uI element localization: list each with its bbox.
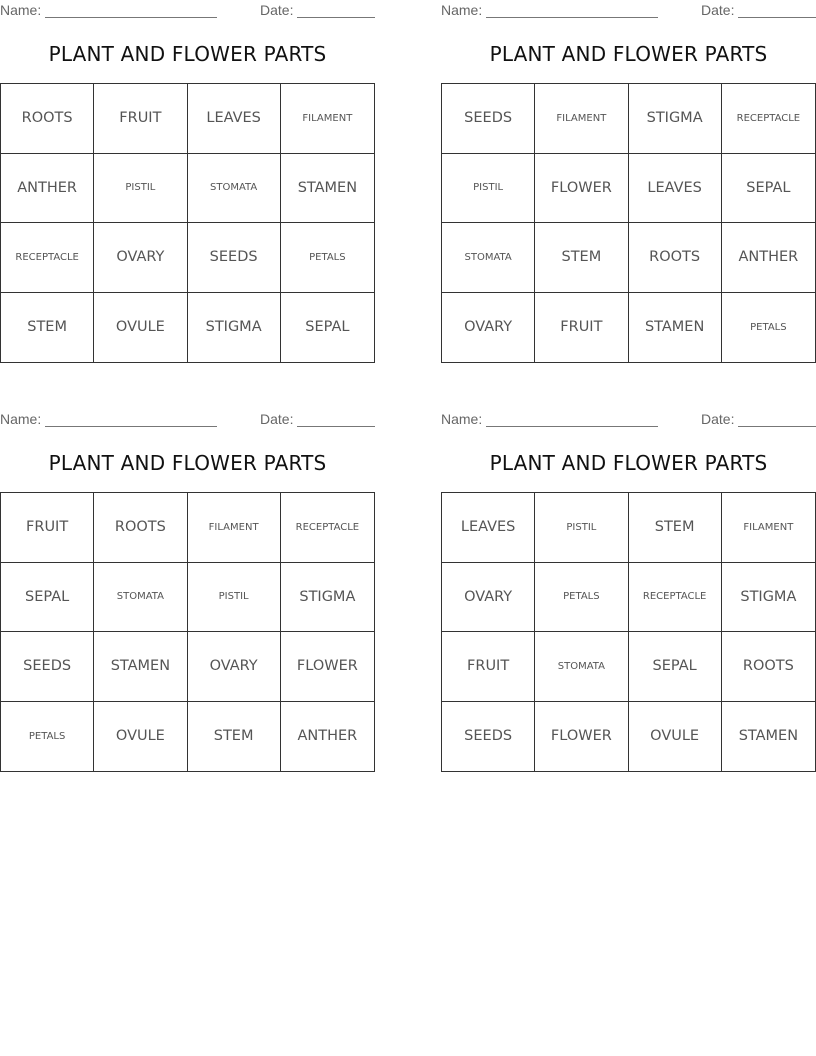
bingo-cell[interactable]: STOMATA xyxy=(94,563,187,633)
name-label: Name: xyxy=(0,411,42,427)
date-label: Date: xyxy=(260,411,294,427)
bingo-cell[interactable]: ROOTS xyxy=(722,632,815,702)
bingo-cell[interactable]: ROOTS xyxy=(94,493,187,563)
date-blank[interactable] xyxy=(297,17,375,18)
bingo-cell[interactable]: STIGMA xyxy=(629,84,722,154)
bingo-cell[interactable]: FRUIT xyxy=(535,293,628,363)
date-label: Date: xyxy=(701,2,735,18)
bingo-cell[interactable]: FLOWER xyxy=(535,702,628,772)
bingo-cell[interactable]: SEEDS xyxy=(1,632,94,702)
bingo-cell[interactable]: OVULE xyxy=(94,293,187,363)
bingo-cell[interactable]: SEPAL xyxy=(1,563,94,633)
bingo-cell[interactable]: ROOTS xyxy=(629,223,722,293)
bingo-cell[interactable]: RECEPTACLE xyxy=(281,493,374,563)
card-title: PLANT AND FLOWER PARTS xyxy=(48,451,327,475)
bingo-cell[interactable]: STEM xyxy=(188,702,281,772)
bingo-cell[interactable]: PISTIL xyxy=(94,154,187,224)
bingo-cell[interactable]: ANTHER xyxy=(722,223,815,293)
bingo-cell[interactable]: RECEPTACLE xyxy=(1,223,94,293)
bingo-cell[interactable]: FILAMENT xyxy=(281,84,374,154)
bingo-cell[interactable]: LEAVES xyxy=(442,493,535,563)
name-label: Name: xyxy=(0,2,42,18)
bingo-cell[interactable]: FILAMENT xyxy=(188,493,281,563)
bingo-cell[interactable]: LEAVES xyxy=(629,154,722,224)
bingo-cell[interactable]: STOMATA xyxy=(535,632,628,702)
bingo-cell[interactable]: STAMEN xyxy=(94,632,187,702)
date-blank[interactable] xyxy=(297,426,375,427)
date-label: Date: xyxy=(701,411,735,427)
bingo-cell[interactable]: STEM xyxy=(1,293,94,363)
bingo-cell[interactable]: PISTIL xyxy=(442,154,535,224)
bingo-cell[interactable]: FILAMENT xyxy=(722,493,815,563)
date-blank[interactable] xyxy=(738,426,816,427)
bingo-cell[interactable]: STAMEN xyxy=(738,728,799,745)
name-blank[interactable] xyxy=(45,426,217,427)
bingo-cell[interactable]: STOMATA xyxy=(442,223,535,293)
bingo-cell[interactable]: ROOTS xyxy=(1,84,94,154)
bingo-cell[interactable]: OVARY xyxy=(94,223,187,293)
bingo-cell[interactable]: FILAMENT xyxy=(535,84,628,154)
bingo-cell[interactable]: SEPAL xyxy=(305,319,350,336)
date-blank[interactable] xyxy=(738,17,816,18)
name-date-line xyxy=(441,411,816,429)
bingo-cell[interactable]: FRUIT xyxy=(442,632,535,702)
bingo-cell[interactable]: FRUIT xyxy=(94,84,187,154)
name-date-line xyxy=(441,2,816,20)
bingo-cell[interactable]: LEAVES xyxy=(188,84,281,154)
name-date-line xyxy=(0,411,375,429)
bingo-grid xyxy=(0,83,375,363)
bingo-cell[interactable]: STEM xyxy=(535,223,628,293)
bingo-cell[interactable]: ANTHER xyxy=(1,154,94,224)
bingo-cell[interactable]: STAMEN xyxy=(281,154,374,224)
date-label: Date: xyxy=(260,2,294,18)
bingo-cell[interactable]: SEPAL xyxy=(722,154,815,224)
bingo-cell[interactable]: SEEDS xyxy=(188,223,281,293)
name-blank[interactable] xyxy=(45,17,217,18)
bingo-cell[interactable]: OVULE xyxy=(94,702,187,772)
bingo-cell[interactable]: FLOWER xyxy=(535,154,628,224)
bingo-cell[interactable]: STOMATA xyxy=(188,154,281,224)
bingo-grid xyxy=(441,83,816,363)
name-blank[interactable] xyxy=(486,426,658,427)
name-blank[interactable] xyxy=(486,17,658,18)
bingo-cell[interactable]: SEEDS xyxy=(442,84,535,154)
bingo-grid xyxy=(0,492,375,772)
bingo-cell[interactable]: PISTIL xyxy=(535,493,628,563)
bingo-cell[interactable]: RECEPTACLE xyxy=(722,84,815,154)
bingo-cell[interactable]: STIGMA xyxy=(281,563,374,633)
bingo-cell[interactable]: OVARY xyxy=(442,293,535,363)
bingo-cell[interactable]: PETALS xyxy=(281,223,374,293)
card-title: PLANT AND FLOWER PARTS xyxy=(489,42,768,66)
bingo-cell[interactable]: OVARY xyxy=(442,563,535,633)
bingo-cell[interactable]: STIGMA xyxy=(188,293,281,363)
bingo-cell[interactable]: RECEPTACLE xyxy=(629,563,722,633)
card-title: PLANT AND FLOWER PARTS xyxy=(489,451,768,475)
bingo-cell[interactable]: ANTHER xyxy=(297,728,358,745)
bingo-cell[interactable]: STAMEN xyxy=(629,293,722,363)
name-date-line xyxy=(0,2,375,20)
bingo-cell[interactable]: STIGMA xyxy=(722,563,815,633)
bingo-cell[interactable]: FLOWER xyxy=(281,632,374,702)
bingo-cell[interactable]: SEPAL xyxy=(629,632,722,702)
name-label: Name: xyxy=(441,2,483,18)
bingo-cell[interactable]: OVARY xyxy=(188,632,281,702)
bingo-cell[interactable]: PISTIL xyxy=(188,563,281,633)
bingo-cell[interactable]: STEM xyxy=(629,493,722,563)
card-title: PLANT AND FLOWER PARTS xyxy=(48,42,327,66)
bingo-cell[interactable]: SEEDS xyxy=(442,702,535,772)
bingo-cell[interactable]: PETALS xyxy=(750,321,787,333)
bingo-cell[interactable]: PETALS xyxy=(1,702,94,772)
bingo-grid xyxy=(441,492,816,772)
bingo-cell[interactable]: PETALS xyxy=(535,563,628,633)
bingo-cell[interactable]: OVULE xyxy=(629,702,722,772)
bingo-cell[interactable]: FRUIT xyxy=(1,493,94,563)
name-label: Name: xyxy=(441,411,483,427)
